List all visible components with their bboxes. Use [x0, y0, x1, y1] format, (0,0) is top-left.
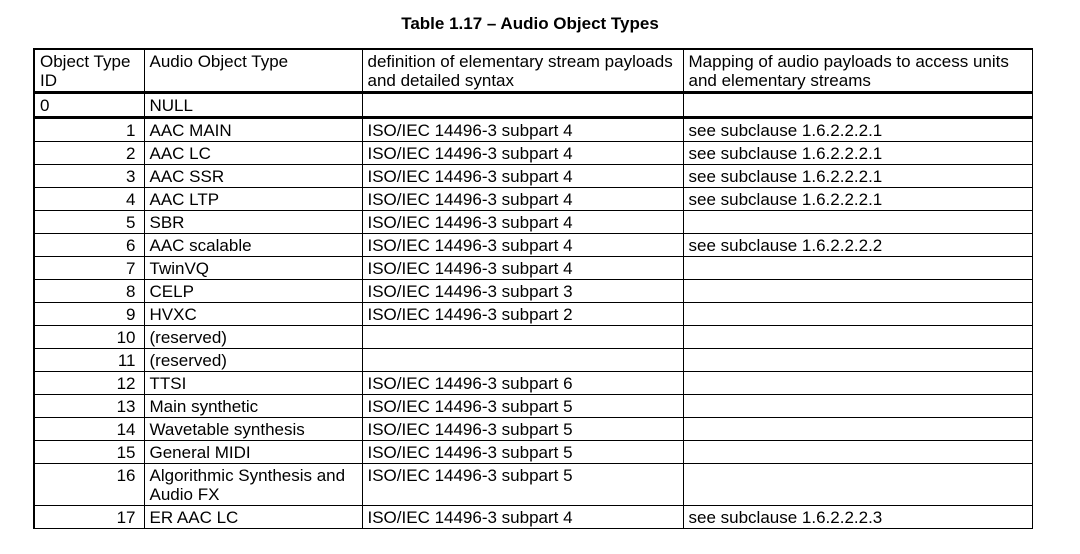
table-row — [34, 418, 1033, 441]
cell-audio-object-type: Algorithmic Synthesis and Audio FX — [144, 464, 362, 506]
cell-audio-object-type: NULL — [144, 93, 362, 118]
cell-mapping — [683, 280, 1033, 303]
cell-object-type-id: 2 — [34, 142, 144, 165]
cell-definition: ISO/IEC 14496-3 subpart 6 — [362, 372, 683, 395]
cell-audio-object-type: SBR — [144, 211, 362, 234]
cell-definition — [362, 326, 683, 349]
audio-object-types-table — [33, 48, 1033, 529]
cell-definition: ISO/IEC 14496-3 subpart 3 — [362, 280, 683, 303]
cell-mapping: see subclause 1.6.2.2.2.2 — [683, 234, 1033, 257]
cell-definition: ISO/IEC 14496-3 subpart 4 — [362, 142, 683, 165]
cell-object-type-id: 1 — [34, 118, 144, 142]
cell-object-type-id: 4 — [34, 188, 144, 211]
cell-audio-object-type: TwinVQ — [144, 257, 362, 280]
table-row — [34, 441, 1033, 464]
cell-audio-object-type: AAC scalable — [144, 234, 362, 257]
cell-audio-object-type: Main synthetic — [144, 395, 362, 418]
column-header-definition: definition of elementary stream payloads and detailed syntax — [362, 49, 683, 93]
cell-definition: ISO/IEC 14496-3 subpart 4 — [362, 211, 683, 234]
table-row — [34, 234, 1033, 257]
cell-audio-object-type: (reserved) — [144, 326, 362, 349]
table-body — [34, 93, 1033, 529]
column-header-mapping: Mapping of audio payloads to access units and elementary streams — [683, 49, 1033, 93]
table-row — [34, 211, 1033, 234]
table-row — [34, 257, 1033, 280]
cell-mapping — [683, 211, 1033, 234]
cell-definition: ISO/IEC 14496-3 subpart 2 — [362, 303, 683, 326]
table-row — [34, 188, 1033, 211]
cell-object-type-id: 8 — [34, 280, 144, 303]
cell-mapping — [683, 464, 1033, 506]
cell-object-type-id: 6 — [34, 234, 144, 257]
column-header-audio-object-type: Audio Object Type — [144, 49, 362, 93]
cell-definition: ISO/IEC 14496-3 subpart 4 — [362, 118, 683, 142]
cell-audio-object-type: AAC LC — [144, 142, 362, 165]
cell-definition: ISO/IEC 14496-3 subpart 4 — [362, 188, 683, 211]
cell-mapping: see subclause 1.6.2.2.2.1 — [683, 118, 1033, 142]
cell-mapping: see subclause 1.6.2.2.2.1 — [683, 142, 1033, 165]
cell-mapping — [683, 303, 1033, 326]
cell-definition: ISO/IEC 14496-3 subpart 5 — [362, 418, 683, 441]
cell-mapping — [683, 372, 1033, 395]
cell-audio-object-type: General MIDI — [144, 441, 362, 464]
cell-audio-object-type: HVXC — [144, 303, 362, 326]
table-row — [34, 118, 1033, 142]
table-row — [34, 142, 1033, 165]
table-row — [34, 280, 1033, 303]
table-row — [34, 372, 1033, 395]
cell-mapping — [683, 418, 1033, 441]
cell-object-type-id: 10 — [34, 326, 144, 349]
cell-audio-object-type: AAC LTP — [144, 188, 362, 211]
cell-definition — [362, 349, 683, 372]
cell-object-type-id: 15 — [34, 441, 144, 464]
table-title: Table 1.17 – Audio Object Types — [401, 14, 659, 33]
cell-object-type-id: 0 — [34, 93, 144, 118]
cell-audio-object-type: ER AAC LC — [144, 506, 362, 529]
table-row — [34, 464, 1033, 506]
cell-definition: ISO/IEC 14496-3 subpart 4 — [362, 506, 683, 529]
cell-object-type-id: 11 — [34, 349, 144, 372]
cell-object-type-id: 16 — [34, 464, 144, 506]
table-row — [34, 506, 1033, 529]
table-viewport — [33, 48, 1033, 538]
cell-mapping: see subclause 1.6.2.2.2.3 — [683, 506, 1033, 529]
cell-object-type-id: 3 — [34, 165, 144, 188]
cell-definition: ISO/IEC 14496-3 subpart 5 — [362, 395, 683, 418]
cell-audio-object-type: AAC SSR — [144, 165, 362, 188]
cell-definition: ISO/IEC 14496-3 subpart 4 — [362, 165, 683, 188]
cell-object-type-id: 5 — [34, 211, 144, 234]
cell-object-type-id: 12 — [34, 372, 144, 395]
table-row — [34, 326, 1033, 349]
table-row — [34, 303, 1033, 326]
cell-mapping — [683, 326, 1033, 349]
cell-definition: ISO/IEC 14496-3 subpart 4 — [362, 234, 683, 257]
cell-definition: ISO/IEC 14496-3 subpart 5 — [362, 464, 683, 506]
cell-object-type-id: 13 — [34, 395, 144, 418]
table-row — [34, 93, 1033, 118]
cell-mapping — [683, 257, 1033, 280]
cell-object-type-id: 14 — [34, 418, 144, 441]
table-row — [34, 395, 1033, 418]
table-header-row — [34, 49, 1033, 93]
cell-definition: ISO/IEC 14496-3 subpart 5 — [362, 441, 683, 464]
cell-object-type-id: 9 — [34, 303, 144, 326]
table-row — [34, 165, 1033, 188]
cell-object-type-id: 7 — [34, 257, 144, 280]
cell-mapping — [683, 93, 1033, 118]
cell-mapping — [683, 441, 1033, 464]
cell-mapping — [683, 395, 1033, 418]
cell-audio-object-type: CELP — [144, 280, 362, 303]
cell-audio-object-type: (reserved) — [144, 349, 362, 372]
cell-definition: ISO/IEC 14496-3 subpart 4 — [362, 257, 683, 280]
cell-audio-object-type: Wavetable synthesis — [144, 418, 362, 441]
cell-audio-object-type: TTSI — [144, 372, 362, 395]
cell-mapping: see subclause 1.6.2.2.2.1 — [683, 188, 1033, 211]
cell-object-type-id: 17 — [34, 506, 144, 529]
cell-definition — [362, 93, 683, 118]
cell-mapping: see subclause 1.6.2.2.2.1 — [683, 165, 1033, 188]
column-header-object-type-id: Object Type ID — [34, 49, 144, 93]
table-row — [34, 349, 1033, 372]
cell-mapping — [683, 349, 1033, 372]
cell-audio-object-type: AAC MAIN — [144, 118, 362, 142]
